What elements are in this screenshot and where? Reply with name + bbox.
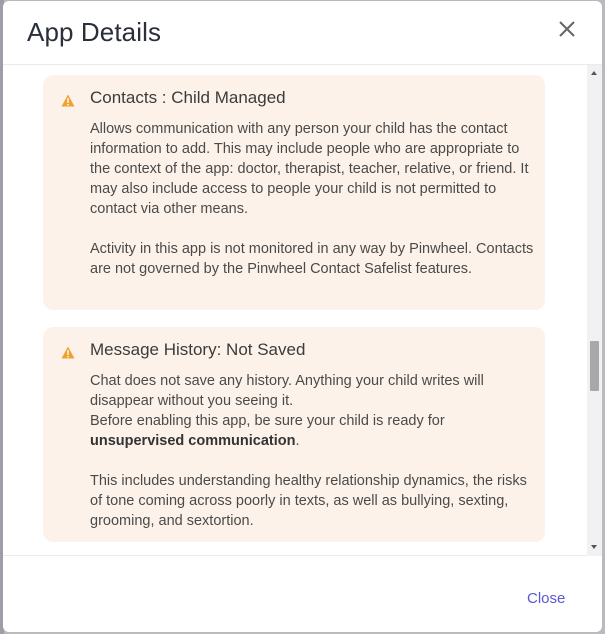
card-text [90,119,535,279]
scrollbar-thumb[interactable] [590,341,599,391]
card-title: Message History: Not Saved [90,340,306,359]
card-paragraph [90,371,535,451]
close-icon[interactable] [556,18,578,40]
unsupervised-communication-emphasis: unsupervised communication [90,433,296,449]
dialog-footer [3,556,602,632]
scroll-up-arrow-icon[interactable] [591,71,597,75]
scroll-down-arrow-icon[interactable] [591,545,597,549]
card-title: Contacts : Child Managed [90,88,286,107]
warning-icon [61,94,75,107]
card-paragraph: This includes understanding healthy relationship dynamics, the risks of tone coming across poorly in texts, as well as bullying, sexting, grooming, and sextortion. [90,473,527,529]
sentence-end: . [295,433,300,449]
vertical-scrollbar[interactable] [587,65,602,556]
dialog-title: App Details [27,17,162,47]
card-paragraph: Activity in this app is not monitored in any way by Pinwheel. Contacts are not governed by the Pinwheel Contact Safelist features. [90,241,534,277]
close-button[interactable]: Close [527,590,566,607]
dialog-header [3,1,602,65]
message-history-warning-card [43,327,545,542]
readiness-sentence: Before enabling this app, be sure your child is ready for [90,413,445,429]
dialog-body[interactable] [3,65,602,556]
warning-icon [61,346,75,359]
app-details-dialog [3,1,602,632]
history-sentence: Chat does not save any history. Anything your child writes will disappear without you seeing it. [90,373,484,409]
card-paragraph: Allows communication with any person your child has the contact information to add. This may include people who are appropriate to the context of the app: doctor, therapist, teacher, relative, or friend. It may also include access to people your child is not permitted to contact via other means. [90,121,529,217]
contacts-warning-card [43,75,545,310]
card-text [90,371,535,531]
